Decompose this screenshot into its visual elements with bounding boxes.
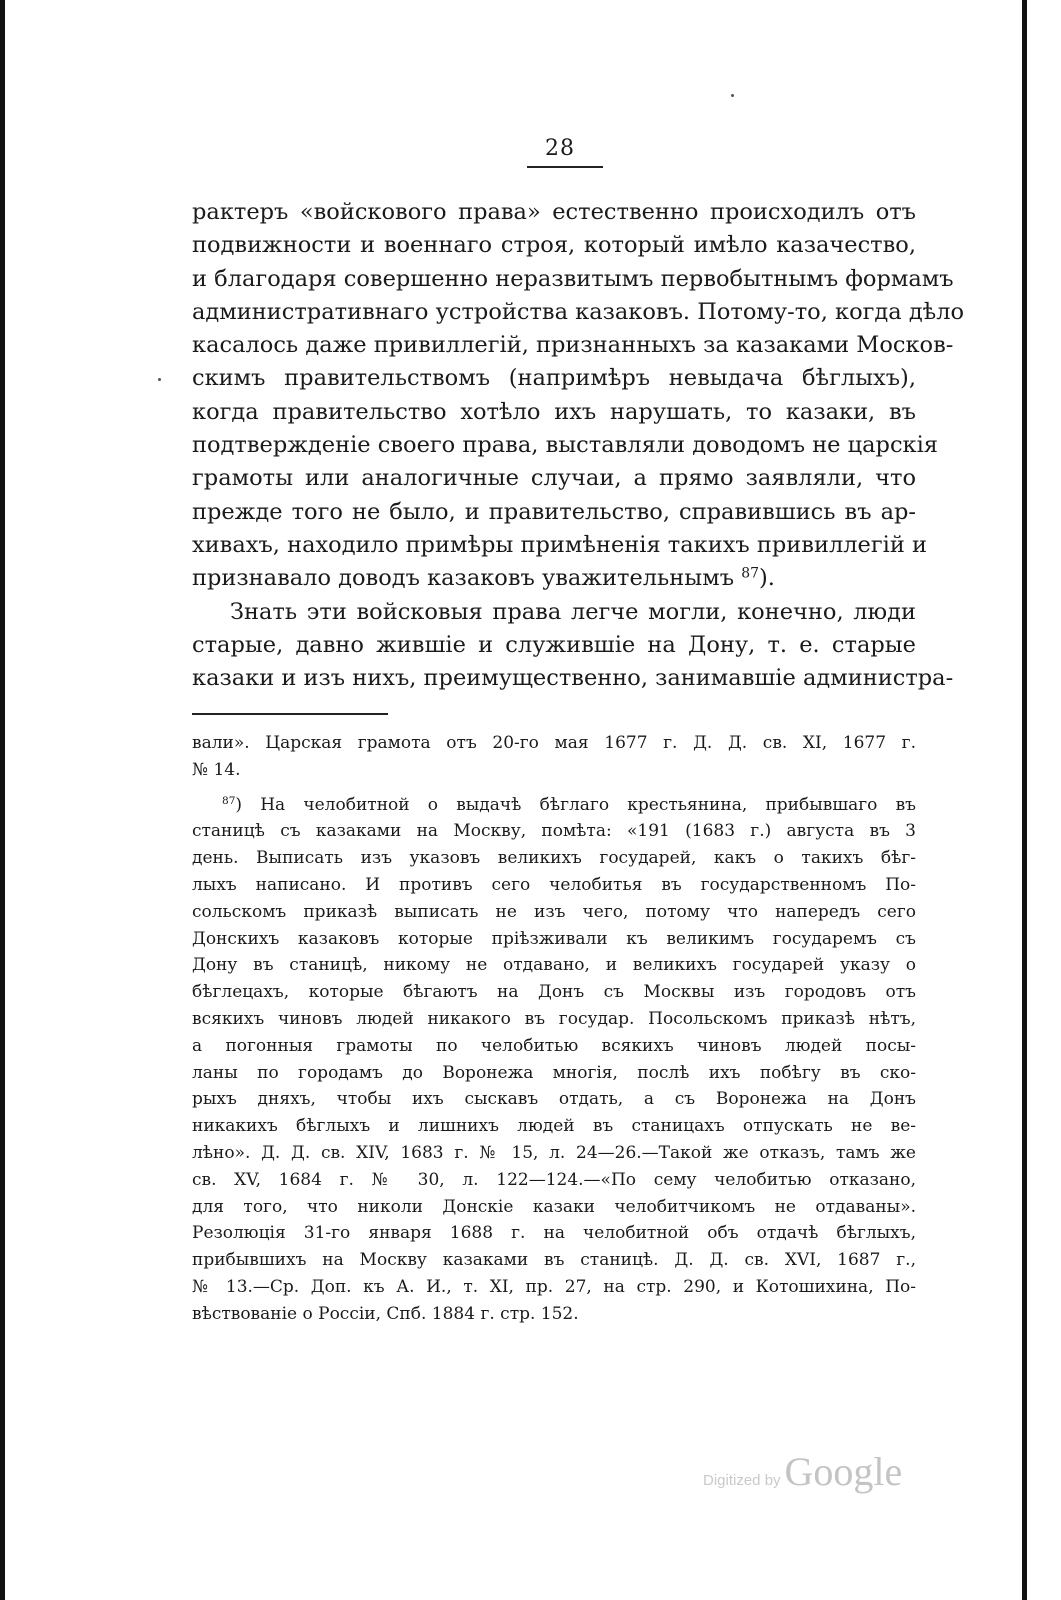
footnote-line: день. Выписать изъ указовъ великихъ государей, какъ о такихъ бѣг-: [192, 848, 916, 869]
footnote-line: лыхъ написано. И противъ сего челобитья въ государственномъ По-: [192, 874, 916, 895]
footnote-line: бѣглецахъ, которые бѣгаютъ на Донъ съ Москвы изъ городовъ отъ: [192, 982, 916, 1003]
footnote-line: ланы по городамъ до Воронежа многія, послѣ ихъ побѣгу въ ско-: [192, 1062, 916, 1083]
text-line: касалось даже привиллегій, признанныхъ за казаками Москов-: [192, 332, 954, 359]
footnote-line: всякихъ чиновъ людей никакого въ государ. Посольскомъ приказѣ нѣтъ,: [192, 1008, 916, 1029]
footnote-line: Резолюція 31-го января 1688 г. на челобитной объ отдачѣ бѣглыхъ,: [192, 1223, 916, 1244]
footnote-reference[interactable]: 87: [741, 565, 759, 582]
watermark-prefix: Digitized by: [703, 1472, 781, 1489]
footnote-separator: [192, 713, 388, 715]
scan-speck: [731, 94, 734, 97]
footnote-line: никакихъ бѣглыхъ и лишнихъ людей въ станицахъ отпускать не ве-: [192, 1116, 916, 1137]
footnotes: [192, 730, 916, 1328]
scan-speck: [158, 378, 161, 381]
paragraph-first-line: Знать эти войсковыя права легче могли, конечно, люди: [230, 598, 916, 625]
footnote-line: вѣствованіе о Россіи, Спб. 1884 г. стр. 152.: [192, 1303, 579, 1324]
footnote-line: Дону въ станицѣ, никому не отдавано, и великихъ государей указу о: [192, 955, 916, 976]
page-number-underline: [527, 166, 603, 168]
footnote-marker: 87: [222, 794, 236, 807]
footnote-line: для того, что николи Донскіе казаки челобитчикомъ не отдаваны».: [192, 1196, 916, 1217]
text-line: подтвержденіе своего права, выставляли доводомъ не царскія: [192, 432, 938, 459]
footnote-line: станицѣ съ казаками на Москву, помѣта: «191 (1683 г.) августа въ 3: [192, 821, 916, 842]
text-line-tail: ).: [758, 565, 775, 592]
footnote-line-text: ) На челобитной о выдачѣ бѣглаго крестьянина, прибывшаго въ: [235, 794, 916, 815]
footnote-gap: [192, 784, 916, 792]
text-line: грамоты или аналогичные случаи, а прямо заявляли, что: [192, 465, 916, 492]
footnote-line: сольскомъ приказѣ выписать не изъ чего, потому что напередъ сего: [192, 901, 916, 922]
text-line: скимъ правительствомъ (напримѣръ невыдача бѣглыхъ),: [192, 365, 916, 392]
footnote-line: лѣно». Д. Д. св. XIV, 1683 г. № 15, л. 24—26.—Такой же отказъ, тамъ же: [192, 1142, 916, 1163]
scan-edge-left: [0, 0, 5, 1600]
footnote-line: № 14.: [192, 759, 241, 780]
footnote-line: а погонныя грамоты по челобитью всякихъ чиновъ людей посы-: [192, 1035, 916, 1056]
footnote-line: № 13.—Ср. Доп. къ А. И., т. XI, пр. 27, на стр. 290, и Котошихина, По-: [192, 1276, 916, 1297]
digitized-watermark: [703, 1448, 902, 1495]
text-line: подвижности и военнаго строя, который имѣло казачество,: [192, 232, 916, 259]
text-line: старые, давно жившіе и служившіе на Дону, т. е. старые: [192, 631, 916, 658]
google-logo: Google: [784, 1449, 903, 1494]
footnote-line: св. XV, 1684 г. № 30, л. 122—124.—«По сему челобитью отказано,: [192, 1169, 916, 1190]
scan-edge-right: [1022, 0, 1027, 1600]
footnote-line: вали». Царская грамота отъ 20-го мая 1677 г. Д. Д. св. XI, 1677 г.: [192, 733, 916, 753]
footnote-line: рыхъ дняхъ, чтобы ихъ сыскавъ отдать, а съ Воронежа на Донъ: [192, 1089, 916, 1110]
footnote-line: прибывшихъ на Москву казаками въ станицѣ. Д. Д. св. XVI, 1687 г.,: [192, 1250, 916, 1271]
main-text: [192, 196, 965, 695]
footnote-line: Донскихъ казаковъ которые пріѣзживали къ великимъ государемъ съ: [192, 928, 916, 949]
page-number: 28: [545, 136, 575, 161]
text-line: когда правительство хотѣло ихъ нарушать, то казаки, въ: [192, 398, 916, 425]
text-line: хивахъ, находило примѣры примѣненія такихъ привиллегій и: [192, 531, 927, 558]
text-line: [192, 562, 916, 595]
text-line: рактеръ «войскового права» естественно происходилъ отъ: [192, 199, 916, 225]
text-line: казаки и изъ нихъ, преимущественно, занимавшіе администра-: [192, 665, 954, 692]
text-line: прежде того не было, и правительство, справившись въ ар-: [192, 498, 916, 525]
text-line: административнаго устройства казаковъ. Потому-то, когда дѣло: [192, 298, 965, 325]
text-line-body: признавало доводъ казаковъ уважительнымъ: [192, 565, 735, 592]
text-line: и благодаря совершенно неразвитымъ первобытнымъ формамъ: [192, 265, 954, 292]
footnote-87-first-line: [192, 792, 916, 819]
